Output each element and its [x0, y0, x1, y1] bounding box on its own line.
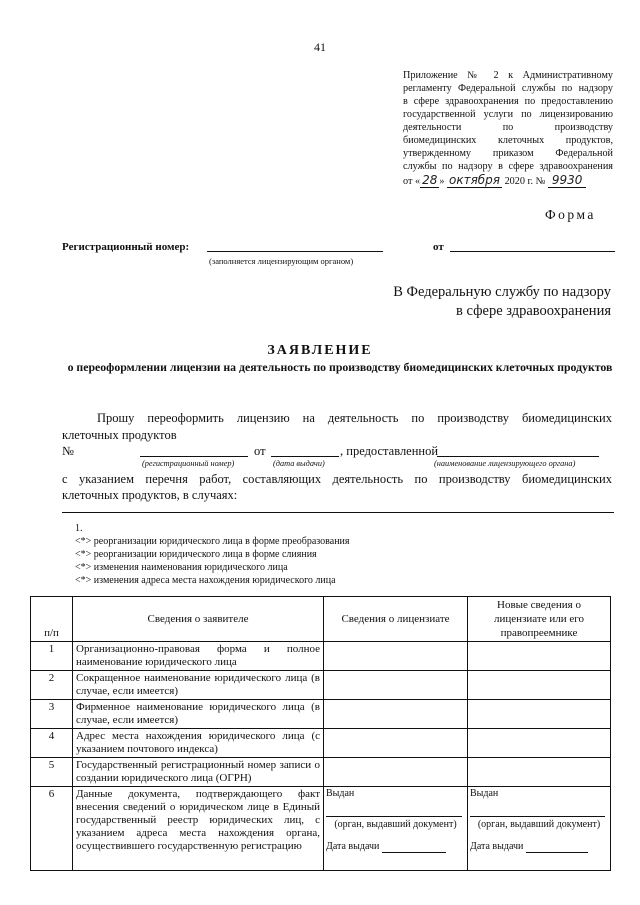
header-num: п/п [31, 597, 73, 642]
licensee-cell[interactable] [324, 700, 468, 729]
new-info-cell[interactable] [468, 642, 611, 671]
table-row [31, 787, 611, 871]
registration-number-hint: (заполняется лицензирующим органом) [209, 256, 354, 266]
document-subtitle: о переоформлении лицензии на деятельность по производству биомедицинских клеточных продуктов [67, 360, 613, 374]
handwritten-day: 28 [422, 173, 438, 187]
row-number: 1 [31, 642, 73, 671]
issuer-field[interactable] [326, 804, 462, 817]
approval-line: государственной услуги по лицензированию [403, 109, 613, 120]
row-number: 4 [31, 729, 73, 758]
row-number: 5 [31, 758, 73, 787]
registration-date-label: от [433, 241, 444, 253]
registration-date-field[interactable] [450, 251, 615, 252]
hint-licensing-authority: (наименование лицензирующего органа) [434, 459, 576, 468]
issuer-hint: (орган, выдавший документ) [334, 819, 457, 830]
handwritten-order-number: 9930 [548, 173, 587, 188]
addressee-line: В Федеральную службу по надзору [393, 284, 611, 300]
row-label: Адрес места нахождения юридического лица (с указанием почтового индекса) [73, 729, 324, 758]
approval-line: службы по надзору в сфере здравоохранения [403, 161, 613, 172]
cases-number: 1. [75, 523, 83, 534]
addressee [300, 283, 611, 321]
license-number-label: № [62, 444, 74, 458]
case-option-address-change[interactable]: <*> изменения адреса места нахождения юридического лица [75, 575, 336, 586]
table-row [31, 700, 611, 729]
issue-date-label: Дата выдачи [326, 841, 380, 852]
registration-number-field[interactable] [207, 251, 383, 252]
approval-line: регламенту Федеральной службы по надзору [403, 83, 613, 94]
document-title: ЗАЯВЛЕНИЕ [267, 343, 373, 358]
request-line-2: клеточных продуктов [62, 428, 177, 442]
approval-line: утвержденному приказом Федеральной [403, 148, 613, 159]
row-number: 6 [31, 787, 73, 871]
issued-label: Выдан [326, 788, 355, 799]
row-label: Фирменное наименование юридического лица (в случае, если имеется) [73, 700, 324, 729]
row-label: Данные документа, подтверждающего факт внесения сведений о юридическом лице в Единый государственный реестр юридических лиц, с указанием адреса места нахождения органа, осуществившего государственную регистрацию [73, 787, 324, 871]
approval-date-line [403, 174, 613, 188]
request-line-4: с указанием перечня работ, составляющих деятельность по производству биомедицинских [62, 472, 612, 486]
hint-issue-date: (дата выдачи) [273, 459, 325, 468]
date-prefix: от « [403, 176, 421, 187]
issue-date-field[interactable] [382, 841, 446, 853]
issuer-hint: (орган, выдавший документ) [477, 819, 601, 830]
table-row [31, 642, 611, 671]
addressee-line: в сфере здравоохранения [456, 303, 611, 319]
provided-label: , предоставленной [340, 444, 439, 458]
case-option-merger[interactable]: <*> реорганизации юридического лица в форме слияния [75, 549, 317, 560]
license-number-field[interactable] [140, 456, 248, 457]
case-option-name-change[interactable]: <*> изменения наименования юридического лица [75, 562, 288, 573]
row-number: 3 [31, 700, 73, 729]
request-line-5: клеточных продуктов, в случаях: [62, 488, 238, 502]
registration-number-label: Регистрационный номер: [62, 241, 190, 253]
cases-list [75, 522, 350, 587]
hint-registration-number: (регистрационный номер) [142, 459, 235, 468]
new-info-cell[interactable] [468, 700, 611, 729]
table-row [31, 671, 611, 700]
date-year: 2020 г. № [502, 176, 548, 187]
row-number: 2 [31, 671, 73, 700]
issued-label: Выдан [470, 788, 499, 799]
approval-block [403, 69, 613, 188]
handwritten-month: октября [448, 173, 501, 187]
request-line-1: Прошу переоформить лицензию на деятельность по производству биомедицинских [97, 411, 612, 425]
issuer-field[interactable] [470, 804, 605, 817]
new-info-cell[interactable] [468, 758, 611, 787]
approval-line: в сфере здравоохранения по предоставлению [403, 96, 613, 107]
row-label: Государственный регистрационный номер записи о создании юридического лица (ОГРН) [73, 758, 324, 787]
issue-date-label: Дата выдачи [470, 841, 524, 852]
new-info-document-cell[interactable] [468, 787, 611, 871]
date-mid: » [439, 176, 447, 187]
applicant-table [30, 596, 611, 871]
licensee-cell[interactable] [324, 758, 468, 787]
table-header-row [31, 597, 611, 642]
licensee-cell[interactable] [324, 671, 468, 700]
header-new-info: Новые сведения о лицензиате или его правопреемнике [468, 597, 611, 642]
case-option-transformation[interactable]: <*> реорганизации юридического лица в форме преобразования [75, 536, 350, 547]
approval-line: Приложение № 2 к Административному [403, 70, 613, 81]
new-info-cell[interactable] [468, 729, 611, 758]
table-row [31, 758, 611, 787]
header-licensee: Сведения о лицензиате [324, 597, 468, 642]
licensee-document-cell[interactable] [324, 787, 468, 871]
row-label: Сокращенное наименование юридического лица (в случае, если имеется) [73, 671, 324, 700]
header-applicant: Сведения о заявителе [73, 597, 324, 642]
page-number: 41 [314, 40, 326, 54]
divider-line [62, 512, 614, 513]
table-row [31, 729, 611, 758]
licensee-cell[interactable] [324, 729, 468, 758]
row-label: Организационно-правовая форма и полное наименование юридического лица [73, 642, 324, 671]
new-info-cell[interactable] [468, 671, 611, 700]
license-date-label: от [254, 444, 266, 458]
licensing-authority-field[interactable] [437, 456, 599, 457]
approval-line: биомедицинских клеточных продуктов, [403, 135, 613, 146]
licensee-cell[interactable] [324, 642, 468, 671]
form-label: Форма [545, 207, 596, 222]
issue-date-field[interactable] [526, 841, 588, 853]
license-date-field[interactable] [271, 456, 339, 457]
approval-line: деятельности по производству [403, 122, 613, 133]
